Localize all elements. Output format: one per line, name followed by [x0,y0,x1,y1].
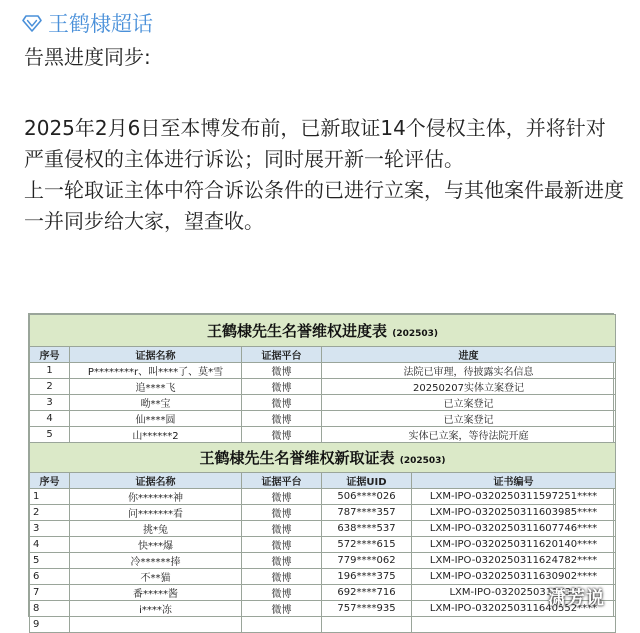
table-row [30,521,616,537]
super-topic-label: 王鹤棣超话 [48,12,153,36]
post-intro: 告黑进度同步: [24,45,151,69]
table-row [30,537,616,553]
cell: 番*****酱 [70,585,242,601]
cell: 1 [30,363,70,379]
cell: 冷******捧 [70,553,242,569]
cell [242,617,322,633]
table2-header-cell: 证据UID [322,473,412,489]
rights-table [29,314,616,633]
table1-subtitle: (202503) [392,329,439,339]
table1-title [30,315,616,347]
table1-header-cell: 进度 [322,347,616,363]
table-row [30,411,616,427]
cell: LXM-IPO-032025031162​0140**** [412,537,616,553]
table1-header-cell: 证据平台 [242,347,322,363]
cell [70,617,242,633]
cell: 仙****圆 [70,411,242,427]
table-row [30,617,616,633]
table-row [30,395,616,411]
cell: 微博 [242,569,322,585]
cell: 757****935 [322,601,412,617]
cell: 1 [30,489,70,505]
table-row [30,569,616,585]
table-row [30,585,616,601]
cell: 9 [30,617,70,633]
cell: 微博 [242,505,322,521]
table-row [30,553,616,569]
cell: 3 [30,521,70,537]
cell: LXM-IPO-03202503116​35 [412,585,616,601]
cell: 法院已审理，待披露实名信息 [322,363,616,379]
cell: 问*******看 [70,505,242,521]
cell: 787****357 [322,505,412,521]
post-paragraph-progress: 2025年2月6日至本博发布前，已新取证14个侵权主体，并将针对严重侵权的主体进行诉讼；同时展开新一轮评估。 [24,116,606,171]
table2-subtitle: (202503) [399,456,446,466]
cell: 微博 [242,585,322,601]
cell: 微博 [242,601,322,617]
table2-title [30,443,616,473]
cell: 196****375 [322,569,412,585]
table1-title-text: 王鹤棣先生名誉维权进度表 [206,322,387,340]
cell: 506****026 [322,489,412,505]
cell: 微博 [242,379,322,395]
cell: 实体已立案，等待法院开庭 [322,427,616,443]
table-row [30,505,616,521]
cell: 2 [30,379,70,395]
cell: 微博 [242,553,322,569]
cell: 微博 [242,395,322,411]
cell: LXM-IPO-032025031159​7251**** [412,489,616,505]
cell: 追****飞 [70,379,242,395]
cell: 4 [30,411,70,427]
cell: 638****537 [322,521,412,537]
table2-title-row [30,443,616,473]
table2-header-row [30,473,616,489]
cell: 5 [30,553,70,569]
table2-title-text: 王鹤棣先生名誉维权新取证表 [199,449,395,467]
cell: 你*******神 [70,489,242,505]
cell: 692****716 [322,585,412,601]
cell: 572****615 [322,537,412,553]
cell: 3 [30,395,70,411]
cell [412,617,616,633]
table1-header-cell: 证据名称 [70,347,242,363]
post-body [24,113,624,237]
post-paragraph-update: 上一轮取证主体中符合诉讼条件的已进行立案，与其他案件最新进度一并同步给大家，望查收。 [24,178,624,233]
progress-sheet-image[interactable] [28,313,614,630]
cell: 挑*兔 [70,521,242,537]
table2-header-cell: 证书编号 [412,473,616,489]
cell: 微博 [242,537,322,553]
cell: 5 [30,427,70,443]
cell: 不**猫 [70,569,242,585]
cell: LXM-IPO-032025031160​3985**** [412,505,616,521]
cell [322,617,412,633]
table-row [30,601,616,617]
diamond-icon [22,13,42,33]
cell: 已立案登记 [322,395,616,411]
cell: i****冻 [70,601,242,617]
cell: 快***爆 [70,537,242,553]
cell: LXM-IPO-032025031164​0552**** [412,601,616,617]
cell: 8 [30,601,70,617]
table-row [30,363,616,379]
table1-header-row [30,347,616,363]
cell: 4 [30,537,70,553]
cell: 7 [30,585,70,601]
cell: 微博 [242,363,322,379]
table-row [30,489,616,505]
cell: 微博 [242,489,322,505]
table-row [30,427,616,443]
cell: 呦**宝 [70,395,242,411]
cell: 779****062 [322,553,412,569]
cell: LXM-IPO-032025031162​4782**** [412,553,616,569]
cell: P********r、叫****了、莫*雪 [70,363,242,379]
cell: 微博 [242,521,322,537]
table2-header-cell: 证据平台 [242,473,322,489]
cell: 微博 [242,427,322,443]
table2-header-cell: 序号 [30,473,70,489]
watermark: 潇芳说 [548,588,605,609]
cell: 2 [30,505,70,521]
table1-title-row [30,315,616,347]
table1-header-cell: 序号 [30,347,70,363]
super-topic-link[interactable] [22,8,153,38]
cell: 山******2 [70,427,242,443]
table-row [30,379,616,395]
cell: 6 [30,569,70,585]
cell: 已立案登记 [322,411,616,427]
cell: LXM-IPO-032025031160​7746**** [412,521,616,537]
cell: 微博 [242,411,322,427]
table2-header-cell: 证据名称 [70,473,242,489]
cell: LXM-IPO-032025031163​0902**** [412,569,616,585]
cell: 20250207实体立案登记 [322,379,616,395]
